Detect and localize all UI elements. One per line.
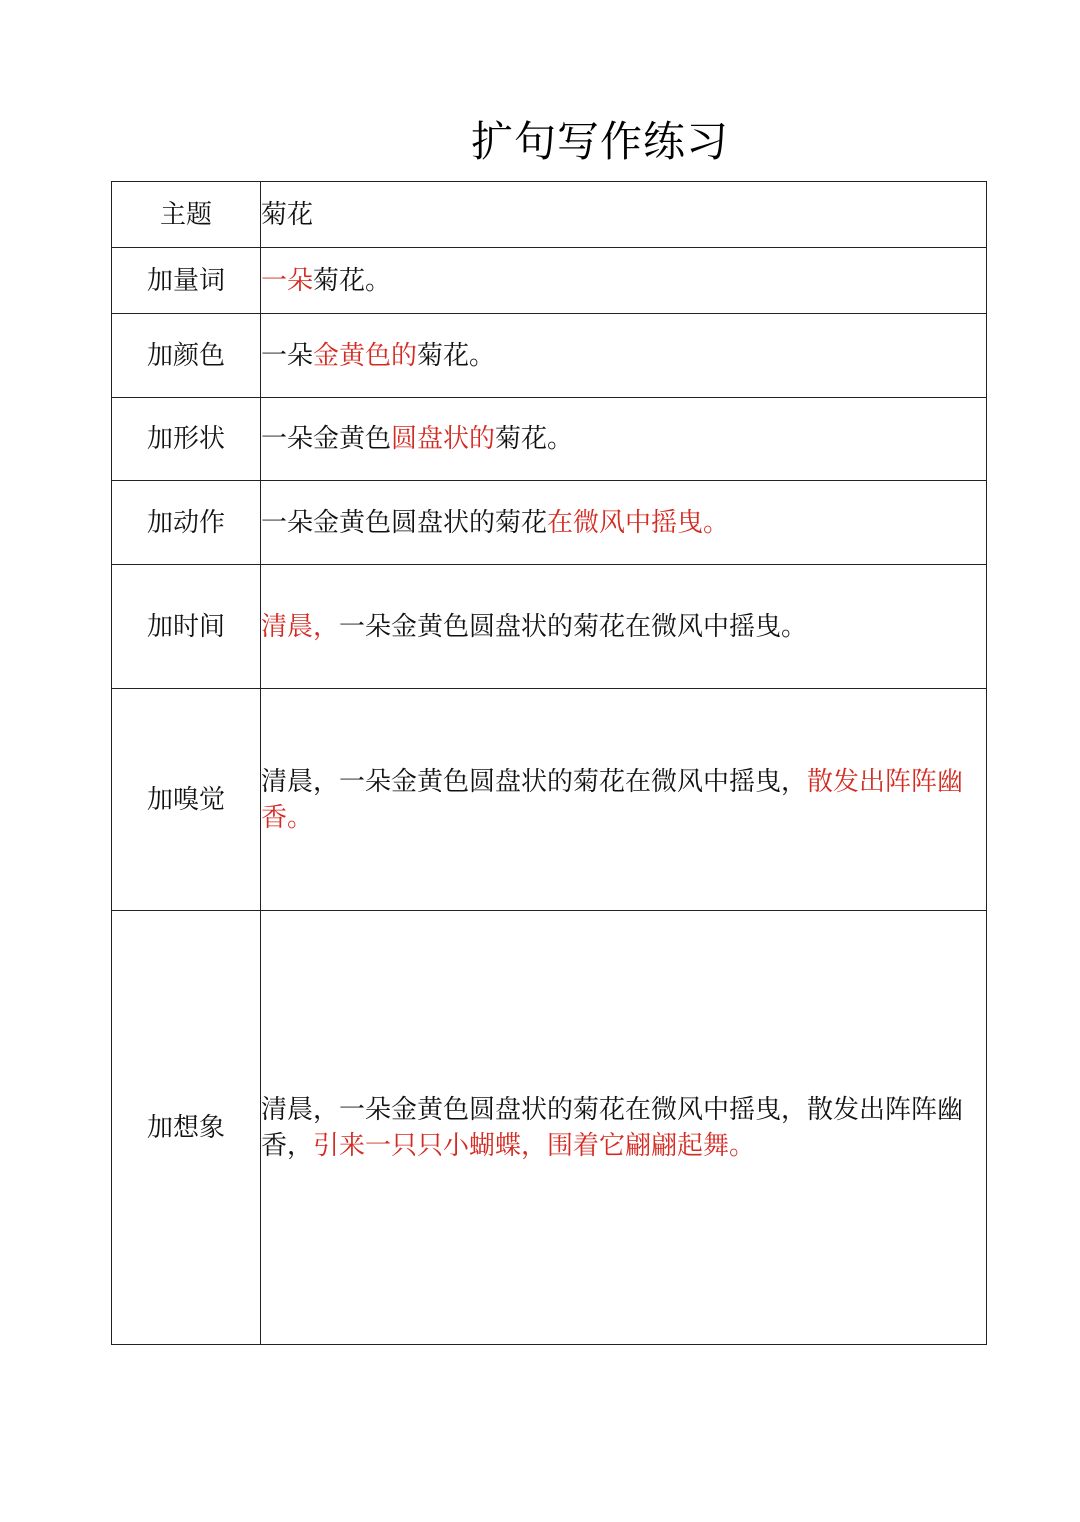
table-row xyxy=(112,481,987,565)
table-row xyxy=(112,182,987,248)
table-row xyxy=(112,398,987,481)
added-phrase: 圆盘状的 xyxy=(391,424,496,454)
added-phrase: 散发出阵阵幽香。 xyxy=(261,766,964,833)
table-row xyxy=(112,248,987,314)
table-row xyxy=(112,314,987,398)
sentence-text: 清晨，一朵金黄色圆盘状的菊花在微风中摇曳，散发出阵阵幽香， xyxy=(261,1094,964,1161)
row-content xyxy=(261,911,987,1345)
row-content xyxy=(261,314,987,398)
row-content xyxy=(261,481,987,565)
sentence-text: 菊花。 xyxy=(495,424,574,454)
sentence-text: 菊花 xyxy=(261,199,314,230)
row-label: 加颜色 xyxy=(112,314,261,398)
row-label: 加想象 xyxy=(112,911,261,1345)
added-phrase: 引来一只只小蝴蝶，围着它翩翩起舞。 xyxy=(313,1130,756,1161)
row-label: 加嗅觉 xyxy=(112,689,261,911)
row-label: 加形状 xyxy=(112,398,261,481)
row-content xyxy=(261,398,987,481)
sentence-text: 一朵金黄色 xyxy=(261,424,392,454)
sentence-text: 一朵金黄色圆盘状的菊花 xyxy=(261,507,548,538)
sentence-text: 一朵金黄色圆盘状的菊花在微风中摇曳。 xyxy=(339,611,808,642)
row-content xyxy=(261,248,987,314)
sentence-text: 一朵 xyxy=(261,340,314,371)
table-row xyxy=(112,565,987,689)
sentence-text: 菊花。 xyxy=(313,265,392,296)
row-content xyxy=(261,182,987,248)
sentence-text: 清晨，一朵金黄色圆盘状的菊花在微风中摇曳， xyxy=(261,766,808,797)
row-label: 加量词 xyxy=(112,248,261,314)
row-content xyxy=(261,565,987,689)
added-phrase: 金黄色的 xyxy=(313,340,418,371)
row-label: 加时间 xyxy=(112,565,261,689)
table-row xyxy=(112,689,987,911)
table-row xyxy=(112,911,987,1345)
row-label: 主题 xyxy=(112,182,261,248)
row-label: 加动作 xyxy=(112,481,261,565)
added-phrase: 清晨， xyxy=(261,611,340,642)
row-content xyxy=(261,689,987,911)
added-phrase: 一朵 xyxy=(261,265,314,296)
page-title: 扩句写作练习 xyxy=(470,117,729,166)
expansion-table xyxy=(111,181,987,1345)
sentence-text: 菊花。 xyxy=(417,340,496,371)
added-phrase: 在微风中摇曳。 xyxy=(547,507,730,538)
